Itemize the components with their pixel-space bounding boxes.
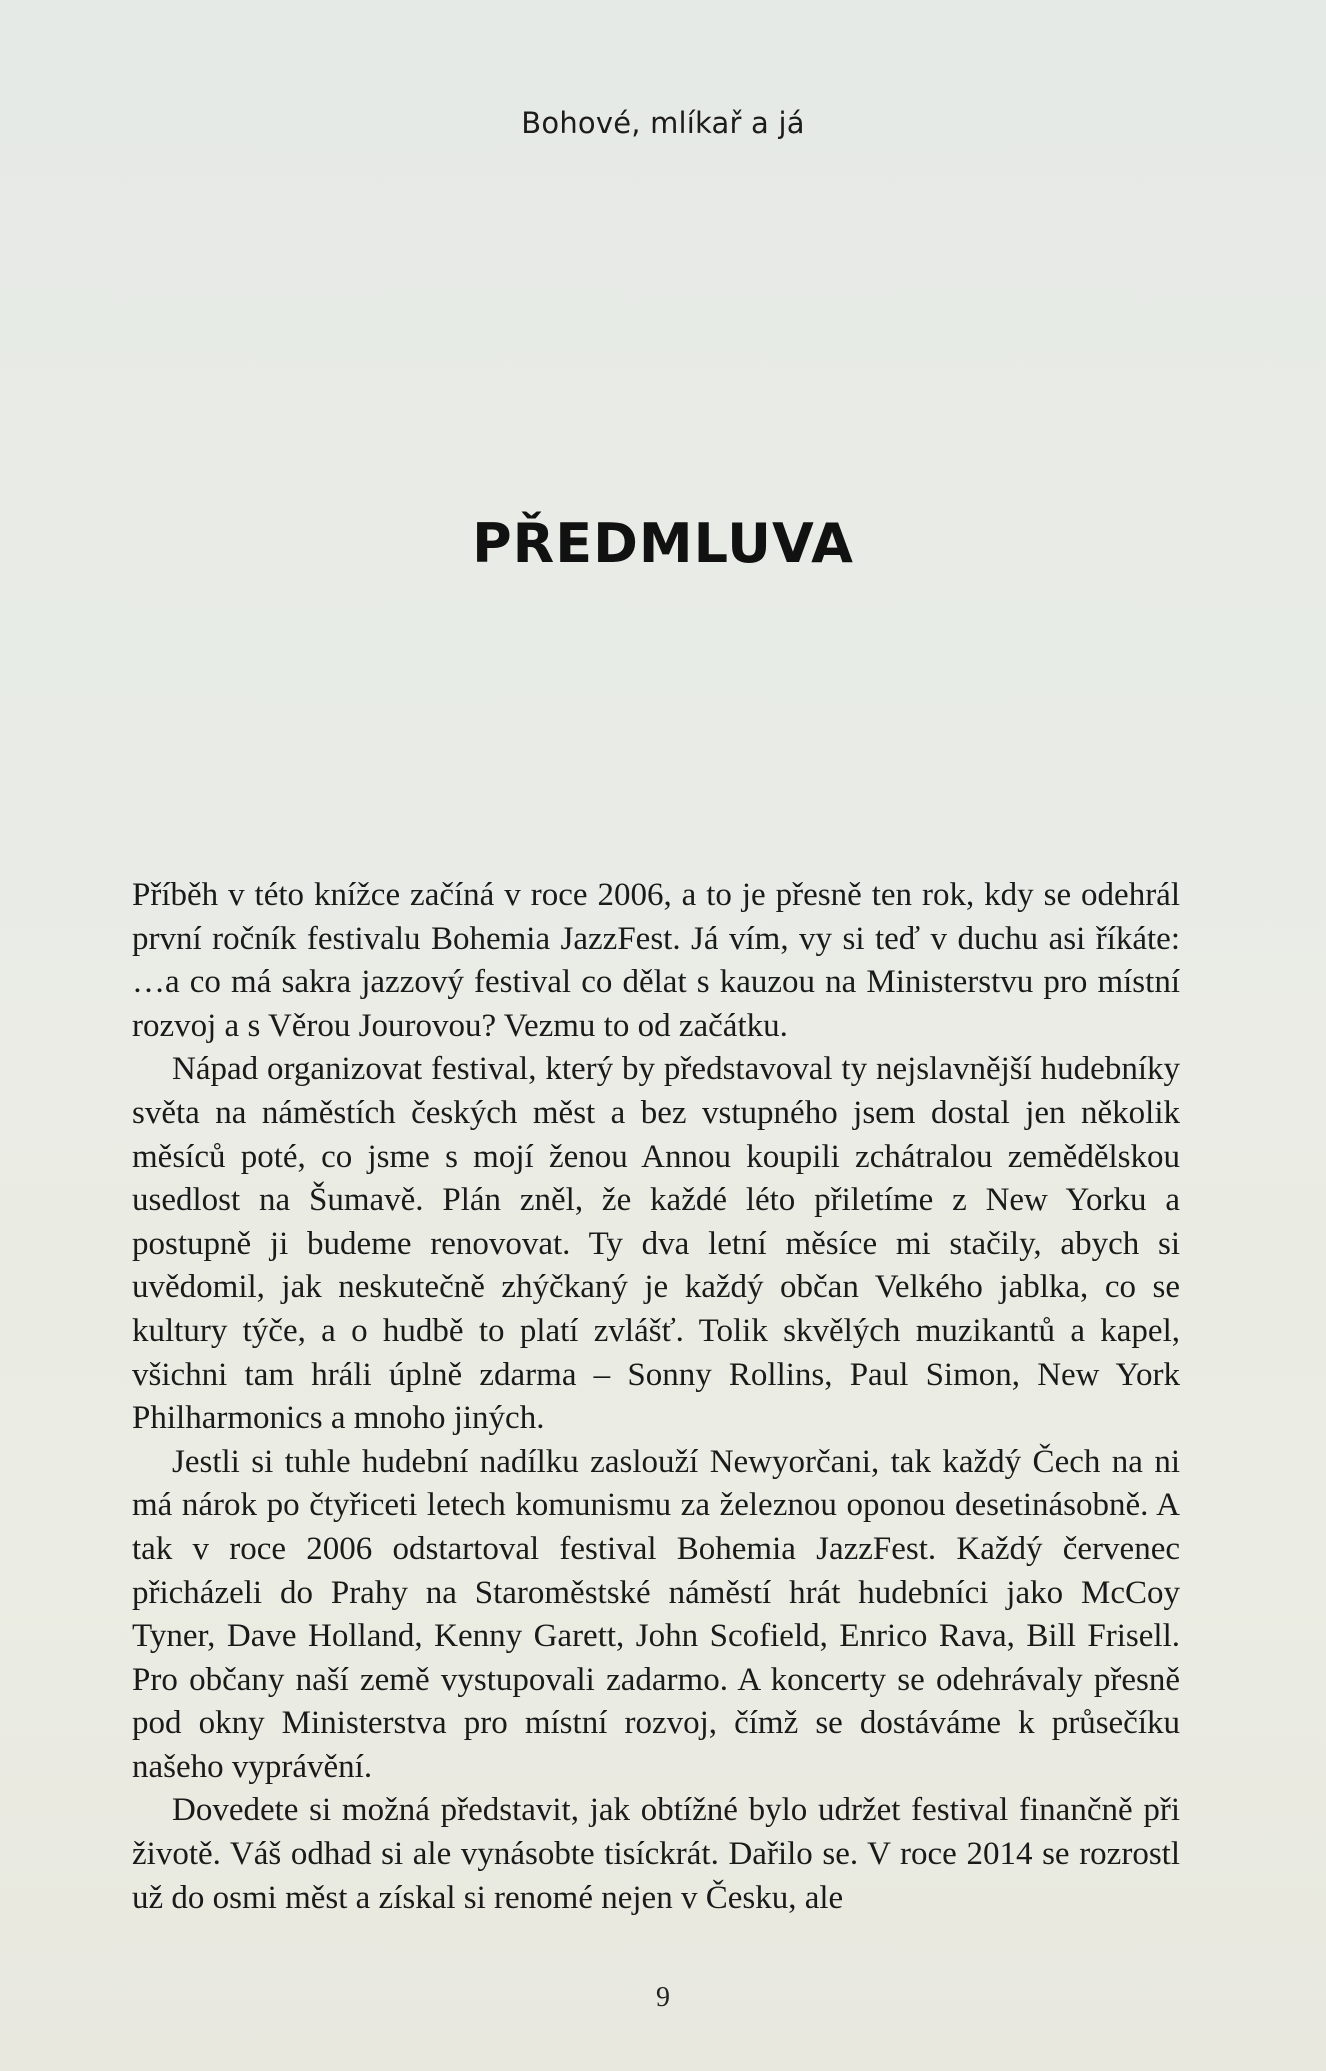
paragraph: Příběh v této knížce začíná v roce 2006, a to je přesně ten rok, kdy se odehrál první ročník festivalu Bohemia JazzFest. Já vím, vy si teď v duchu asi říkáte: …a co má sakra jazzový festival co dělat s kauzou na Ministerstvu pro místní rozvoj a s Věrou Jourovou? Vezmu to od začátku. xyxy=(132,877,1180,1044)
paragraph: Jestli si tuhle hudební nadílku zaslouží Newyorčani, tak každý Čech na ni má nárok po čtyřiceti letech komunismu za železnou oponou desetinásobně. A tak v roce 2006 odstartoval festival Bohemia JazzFest. Každý červenec přicházeli do Prahy na Staroměstské náměstí hrát hudebníci jako McCoy Tyner, Dave Holland, Kenny Garett, John Scofield, Enrico Rava, Bill Frisell. Pro občany naší země vystupovali zadarmo. A koncerty se odehrávaly přesně pod okny Ministerstva pro místní rozvoj, čímž se dostáváme k průsečíku našeho vyprávění. xyxy=(132,1443,1180,1785)
chapter-title: PŘEDMLUVA xyxy=(472,512,854,575)
running-head: Bohové, mlíkař a já xyxy=(521,106,805,140)
paragraph: Nápad organizovat festival, který by představoval ty nejslavnější hudebníky světa na náměstích českých měst a bez vstupného jsem dostal jen několik měsíců poté, co jsme s mojí ženou Annou koupili zchátralou zemědělskou usedlost na Šumavě. Plán zněl, že každé léto přiletíme z New Yorku a postupně ji budeme renovovat. Ty dva letní měsíce mi stačily, abych si uvědomil, jak neskutečně zhýčkaný je každý občan Velkého jablka, co se kultury týče, a o hudbě to platí zvlášť. Tolik skvělých muzikantů a kapel, všichni tam hráli úplně zdarma – Sonny Rollins, Paul Simon, New York Philharmonics a mnoho jiných. xyxy=(132,1051,1180,1437)
paragraph: Dovedete si možná představit, jak obtížné bylo udržet festival finančně při životě. Váš odhad si ale vynásobte tisíckrát. Dařilo se. V roce 2014 se rozrostl už do osmi měst a získal si renomé nejen v Česku, ale xyxy=(132,1792,1180,1916)
body-text xyxy=(132,874,1180,1920)
page-number: 9 xyxy=(656,1982,670,2013)
